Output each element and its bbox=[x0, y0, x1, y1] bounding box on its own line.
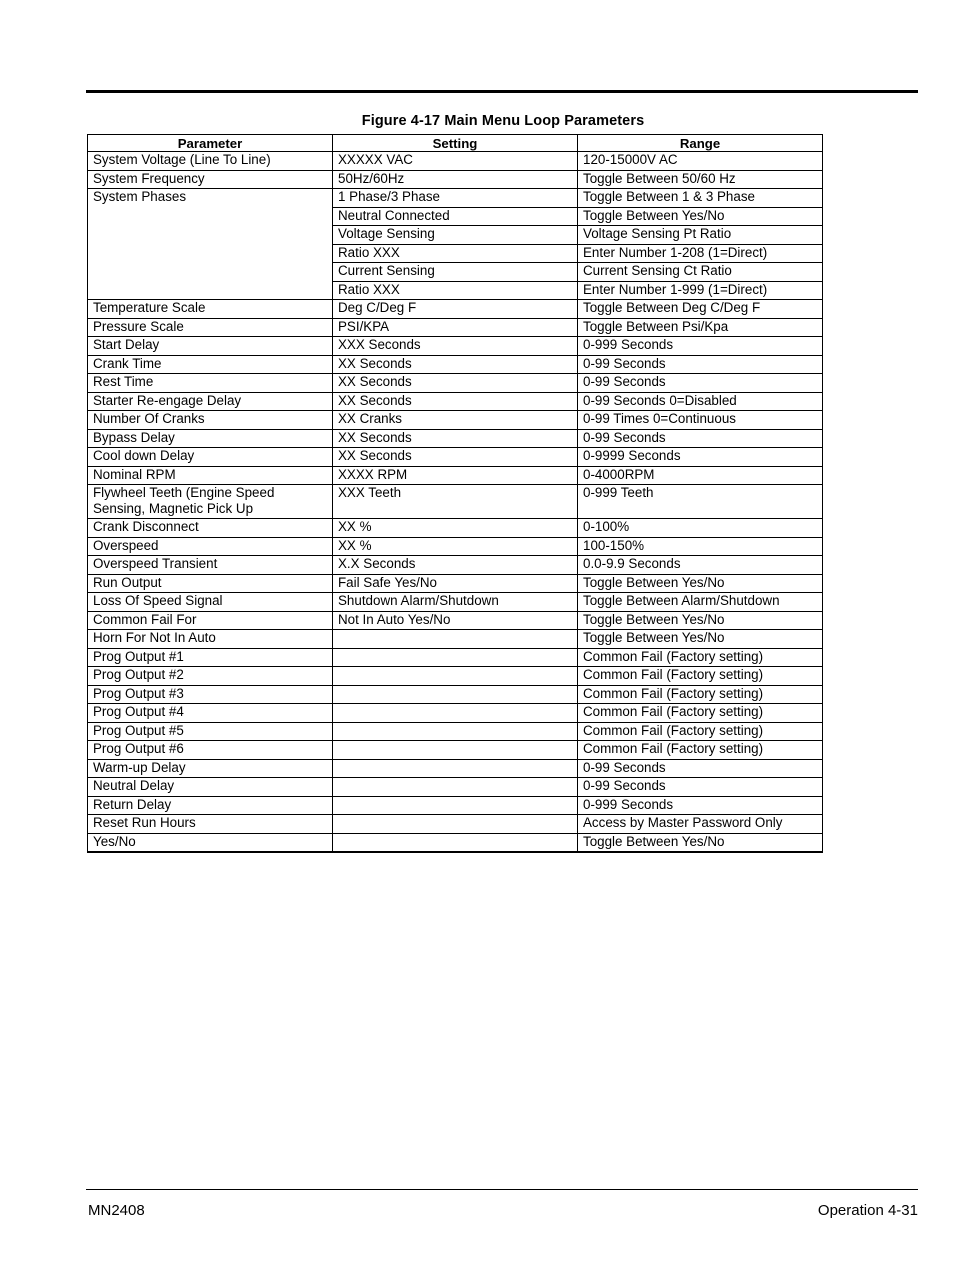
cell-range: 0-99 Seconds bbox=[578, 759, 823, 778]
table-row bbox=[88, 537, 823, 556]
cell-setting: Ratio XXX bbox=[333, 244, 578, 263]
cell-range: 0-999 Seconds bbox=[578, 337, 823, 356]
cell-setting: XX % bbox=[333, 537, 578, 556]
cell-setting: XX Seconds bbox=[333, 392, 578, 411]
table-row bbox=[88, 318, 823, 337]
table-row bbox=[88, 667, 823, 686]
cell-parameter: Crank Time bbox=[88, 355, 333, 374]
cell-setting: Fail Safe Yes/No bbox=[333, 574, 578, 593]
cell-range: Toggle Between Yes/No bbox=[578, 833, 823, 852]
cell-range: Toggle Between Yes/No bbox=[578, 574, 823, 593]
table-row bbox=[88, 556, 823, 575]
cell-setting bbox=[333, 796, 578, 815]
cell-parameter bbox=[88, 244, 333, 263]
table-row bbox=[88, 648, 823, 667]
table-body bbox=[88, 152, 823, 853]
cell-setting: 50Hz/60Hz bbox=[333, 170, 578, 189]
table-row bbox=[88, 741, 823, 760]
table-row bbox=[88, 448, 823, 467]
table-row bbox=[88, 392, 823, 411]
cell-range: Toggle Between Deg C/Deg F bbox=[578, 300, 823, 319]
cell-range: Enter Number 1-208 (1=Direct) bbox=[578, 244, 823, 263]
footer-page-number: Operation 4-31 bbox=[817, 1202, 918, 1219]
cell-range: Toggle Between Yes/No bbox=[578, 611, 823, 630]
table-row bbox=[88, 722, 823, 741]
cell-range: 0-999 Seconds bbox=[578, 796, 823, 815]
cell-setting: Current Sensing bbox=[333, 263, 578, 282]
table-row bbox=[88, 485, 823, 519]
cell-parameter: System Phases bbox=[88, 189, 333, 208]
cell-setting: XX Cranks bbox=[333, 411, 578, 430]
cell-setting bbox=[333, 722, 578, 741]
table-row bbox=[88, 574, 823, 593]
cell-setting: X.X Seconds bbox=[333, 556, 578, 575]
table-row bbox=[88, 244, 823, 263]
cell-range: 0-99 Times 0=Continuous bbox=[578, 411, 823, 430]
cell-range: Toggle Between Alarm/Shutdown bbox=[578, 593, 823, 612]
cell-parameter: Loss Of Speed Signal bbox=[88, 593, 333, 612]
cell-parameter: Prog Output #3 bbox=[88, 685, 333, 704]
cell-parameter: Pressure Scale bbox=[88, 318, 333, 337]
table-row bbox=[88, 411, 823, 430]
cell-parameter: Rest Time bbox=[88, 374, 333, 393]
cell-setting bbox=[333, 778, 578, 797]
cell-range: 0-99 Seconds bbox=[578, 355, 823, 374]
table-row bbox=[88, 685, 823, 704]
cell-range: Common Fail (Factory setting) bbox=[578, 648, 823, 667]
cell-parameter: Reset Run Hours bbox=[88, 815, 333, 834]
cell-range: 0.0-9.9 Seconds bbox=[578, 556, 823, 575]
cell-setting: XXXXX VAC bbox=[333, 152, 578, 171]
cell-range: Common Fail (Factory setting) bbox=[578, 685, 823, 704]
cell-parameter: Warm-up Delay bbox=[88, 759, 333, 778]
table-row bbox=[88, 374, 823, 393]
cell-setting bbox=[333, 667, 578, 686]
cell-parameter: Overspeed bbox=[88, 537, 333, 556]
cell-setting: XX Seconds bbox=[333, 429, 578, 448]
cell-range: 120-15000V AC bbox=[578, 152, 823, 171]
cell-parameter: Temperature Scale bbox=[88, 300, 333, 319]
cell-range: Common Fail (Factory setting) bbox=[578, 722, 823, 741]
cell-range: Toggle Between Yes/No bbox=[578, 630, 823, 649]
cell-setting: XXX Teeth bbox=[333, 485, 578, 519]
bottom-rule bbox=[86, 1189, 918, 1190]
cell-range: 0-100% bbox=[578, 519, 823, 538]
cell-range: 100-150% bbox=[578, 537, 823, 556]
cell-range: Enter Number 1-999 (1=Direct) bbox=[578, 281, 823, 300]
cell-range: Common Fail (Factory setting) bbox=[578, 704, 823, 723]
table-row bbox=[88, 152, 823, 171]
cell-parameter bbox=[88, 207, 333, 226]
cell-setting bbox=[333, 833, 578, 852]
cell-setting bbox=[333, 630, 578, 649]
cell-parameter: Start Delay bbox=[88, 337, 333, 356]
cell-range: 0-4000RPM bbox=[578, 466, 823, 485]
cell-parameter: Bypass Delay bbox=[88, 429, 333, 448]
column-header-range: Range bbox=[578, 135, 823, 152]
cell-range: 0-99 Seconds bbox=[578, 778, 823, 797]
table-row bbox=[88, 815, 823, 834]
cell-range: 0-99 Seconds 0=Disabled bbox=[578, 392, 823, 411]
cell-parameter: Neutral Delay bbox=[88, 778, 333, 797]
cell-parameter bbox=[88, 263, 333, 282]
cell-setting bbox=[333, 648, 578, 667]
footer-doc-number: MN2408 bbox=[88, 1202, 145, 1219]
table-row bbox=[88, 429, 823, 448]
cell-parameter: Prog Output #4 bbox=[88, 704, 333, 723]
top-rule bbox=[86, 90, 918, 93]
table-row bbox=[88, 519, 823, 538]
cell-parameter: Common Fail For bbox=[88, 611, 333, 630]
table-row bbox=[88, 833, 823, 852]
cell-range: Toggle Between 50/60 Hz bbox=[578, 170, 823, 189]
table-row bbox=[88, 170, 823, 189]
cell-setting: XX Seconds bbox=[333, 355, 578, 374]
table-row bbox=[88, 189, 823, 208]
cell-setting: Not In Auto Yes/No bbox=[333, 611, 578, 630]
table-row bbox=[88, 466, 823, 485]
cell-range: 0-9999 Seconds bbox=[578, 448, 823, 467]
cell-range: Toggle Between Psi/Kpa bbox=[578, 318, 823, 337]
cell-setting: Shutdown Alarm/Shutdown bbox=[333, 593, 578, 612]
table-row bbox=[88, 281, 823, 300]
column-header-setting: Setting bbox=[333, 135, 578, 152]
cell-parameter bbox=[88, 226, 333, 245]
cell-setting: XXX Seconds bbox=[333, 337, 578, 356]
cell-parameter: Prog Output #2 bbox=[88, 667, 333, 686]
table-row bbox=[88, 300, 823, 319]
cell-setting bbox=[333, 741, 578, 760]
cell-range: 0-999 Teeth bbox=[578, 485, 823, 519]
table-row bbox=[88, 630, 823, 649]
cell-parameter: Prog Output #1 bbox=[88, 648, 333, 667]
cell-setting bbox=[333, 815, 578, 834]
cell-parameter: Crank Disconnect bbox=[88, 519, 333, 538]
table-header-row bbox=[88, 135, 823, 152]
cell-setting: Neutral Connected bbox=[333, 207, 578, 226]
cell-range: Common Fail (Factory setting) bbox=[578, 741, 823, 760]
table-row bbox=[88, 593, 823, 612]
table-row bbox=[88, 704, 823, 723]
table-row bbox=[88, 778, 823, 797]
cell-setting bbox=[333, 704, 578, 723]
cell-range: 0-99 Seconds bbox=[578, 429, 823, 448]
cell-setting: XX Seconds bbox=[333, 374, 578, 393]
table-row bbox=[88, 611, 823, 630]
table-row bbox=[88, 263, 823, 282]
cell-parameter bbox=[88, 281, 333, 300]
cell-parameter: Yes/No bbox=[88, 833, 333, 852]
cell-setting: PSI/KPA bbox=[333, 318, 578, 337]
cell-range: Toggle Between 1 & 3 Phase bbox=[578, 189, 823, 208]
cell-parameter: Prog Output #5 bbox=[88, 722, 333, 741]
table-row bbox=[88, 337, 823, 356]
table-row bbox=[88, 355, 823, 374]
cell-setting: Deg C/Deg F bbox=[333, 300, 578, 319]
cell-parameter: Prog Output #6 bbox=[88, 741, 333, 760]
parameter-table bbox=[87, 134, 823, 853]
cell-setting: Voltage Sensing bbox=[333, 226, 578, 245]
cell-range: Voltage Sensing Pt Ratio bbox=[578, 226, 823, 245]
cell-parameter: Nominal RPM bbox=[88, 466, 333, 485]
cell-setting: 1 Phase/3 Phase bbox=[333, 189, 578, 208]
cell-range: Access by Master Password Only bbox=[578, 815, 823, 834]
cell-range: 0-99 Seconds bbox=[578, 374, 823, 393]
table-row bbox=[88, 226, 823, 245]
cell-range: Toggle Between Yes/No bbox=[578, 207, 823, 226]
cell-setting: XX Seconds bbox=[333, 448, 578, 467]
cell-parameter: Flywheel Teeth (Engine Speed Sensing, Magnetic Pick Up bbox=[88, 485, 333, 519]
table-row bbox=[88, 759, 823, 778]
cell-parameter: Overspeed Transient bbox=[88, 556, 333, 575]
cell-parameter: System Frequency bbox=[88, 170, 333, 189]
cell-range: Current Sensing Ct Ratio bbox=[578, 263, 823, 282]
column-header-parameter: Parameter bbox=[88, 135, 333, 152]
cell-setting bbox=[333, 685, 578, 704]
table-row bbox=[88, 796, 823, 815]
cell-parameter: Cool down Delay bbox=[88, 448, 333, 467]
cell-parameter: Run Output bbox=[88, 574, 333, 593]
cell-setting bbox=[333, 759, 578, 778]
figure-title: Figure 4-17 Main Menu Loop Parameters bbox=[361, 113, 645, 129]
cell-parameter: Starter Re-engage Delay bbox=[88, 392, 333, 411]
cell-parameter: Horn For Not In Auto bbox=[88, 630, 333, 649]
cell-parameter: System Voltage (Line To Line) bbox=[88, 152, 333, 171]
cell-setting: Ratio XXX bbox=[333, 281, 578, 300]
cell-range: Common Fail (Factory setting) bbox=[578, 667, 823, 686]
cell-parameter: Number Of Cranks bbox=[88, 411, 333, 430]
table-row bbox=[88, 207, 823, 226]
cell-setting: XXXX RPM bbox=[333, 466, 578, 485]
cell-parameter: Return Delay bbox=[88, 796, 333, 815]
cell-setting: XX % bbox=[333, 519, 578, 538]
